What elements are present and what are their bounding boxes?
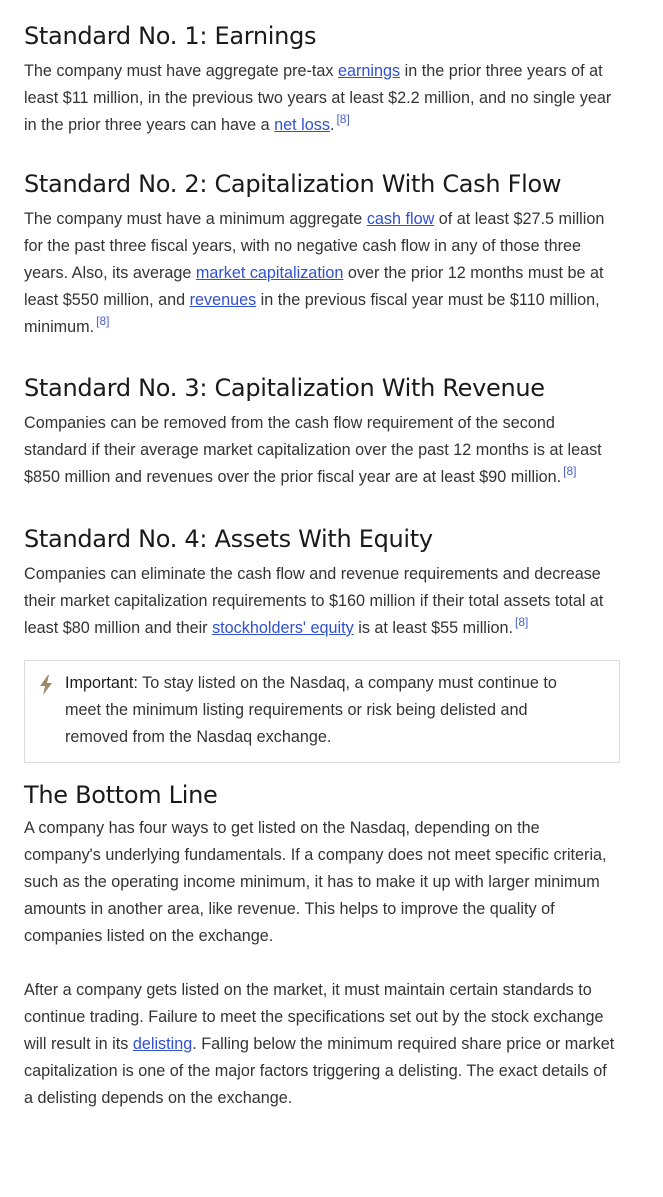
section-capitalization-revenue bbox=[24, 372, 620, 491]
citation-8[interactable]: [8] bbox=[515, 615, 529, 629]
callout-label: Important: bbox=[65, 674, 138, 692]
delisting-link[interactable]: delisting bbox=[132, 1035, 193, 1053]
stockholders-equity-link[interactable]: stockholders' equity bbox=[212, 619, 354, 637]
section-heading: Standard No. 2: Capitalization With Cash Flow bbox=[24, 170, 562, 198]
section-heading: Standard No. 4: Assets With Equity bbox=[24, 525, 433, 553]
section-capitalization-cash-flow bbox=[24, 168, 620, 341]
section-assets-equity bbox=[24, 523, 620, 642]
section-bottom-line bbox=[24, 779, 620, 1112]
citation-8[interactable]: [8] bbox=[96, 314, 110, 328]
section-heading: Standard No. 1: Earnings bbox=[24, 22, 317, 50]
bottom-line-paragraph-2: After a company gets listed on the market, it must maintain certain standards to continue trading. Failure to meet the specifications set out by the stock exchange will result in its delisting. Falling below the minimum required share price or market capitalization is one of the major factors triggering a delisting. The exact details of a delisting depends on the exchange. bbox=[24, 981, 615, 1107]
article-content bbox=[0, 20, 663, 1112]
revenues-link[interactable]: revenues bbox=[189, 291, 257, 309]
section-earnings bbox=[24, 20, 620, 139]
market-capitalization-link[interactable]: market capitalization bbox=[195, 264, 344, 282]
citation-8[interactable]: [8] bbox=[336, 112, 350, 126]
section-paragraph: Companies can eliminate the cash flow and revenue requirements and decrease their market capitalization requirements to $160 million if their total assets total at least $80 million and their stockholders' equity is at least $55 million. [8] bbox=[24, 565, 604, 637]
callout-body: To stay listed on the Nasdaq, a company must continue to meet the minimum listing requirements or risk being delisted and removed from the Nasdaq exchange. bbox=[65, 674, 557, 746]
section-paragraph: The company must have aggregate pre-tax earnings in the prior three years of at least $11 million, in the previous two years at least $2.2 million, and no single year in the prior three years can have a net loss. [8] bbox=[24, 62, 612, 134]
bottom-line-paragraph-1: A company has four ways to get listed on the Nasdaq, depending on the company's underlying fundamentals. If a company does not meet specific criteria, such as the operating income minimum, it has to make it up with larger minimum amounts in another area, like revenue. This helps to improve the quality of companies listed on the exchange. bbox=[24, 819, 607, 945]
citation-8[interactable]: [8] bbox=[563, 464, 577, 478]
net-loss-link[interactable]: net loss bbox=[274, 116, 330, 134]
callout-text bbox=[39, 670, 589, 751]
section-heading: The Bottom Line bbox=[24, 781, 218, 809]
lightning-bolt-icon bbox=[39, 675, 53, 695]
important-callout bbox=[24, 660, 620, 763]
earnings-link[interactable]: earnings bbox=[338, 62, 401, 80]
section-heading: Standard No. 3: Capitalization With Revenue bbox=[24, 374, 545, 402]
cash-flow-link[interactable]: cash flow bbox=[366, 210, 435, 228]
section-paragraph: The company must have a minimum aggregate cash flow of at least $27.5 million for the past three fiscal years, with no negative cash flow in any of those three years. Also, its average market capitalization over the prior 12 months must be at least $550 million, and revenues in the previous fiscal year must be $110 million, minimum. [8] bbox=[24, 210, 605, 336]
section-paragraph: Companies can be removed from the cash flow requirement of the second standard if their average market capitalization over the past 12 months is at least $850 million and revenues over the prior fiscal year are at least $90 million. [8] bbox=[24, 414, 602, 486]
